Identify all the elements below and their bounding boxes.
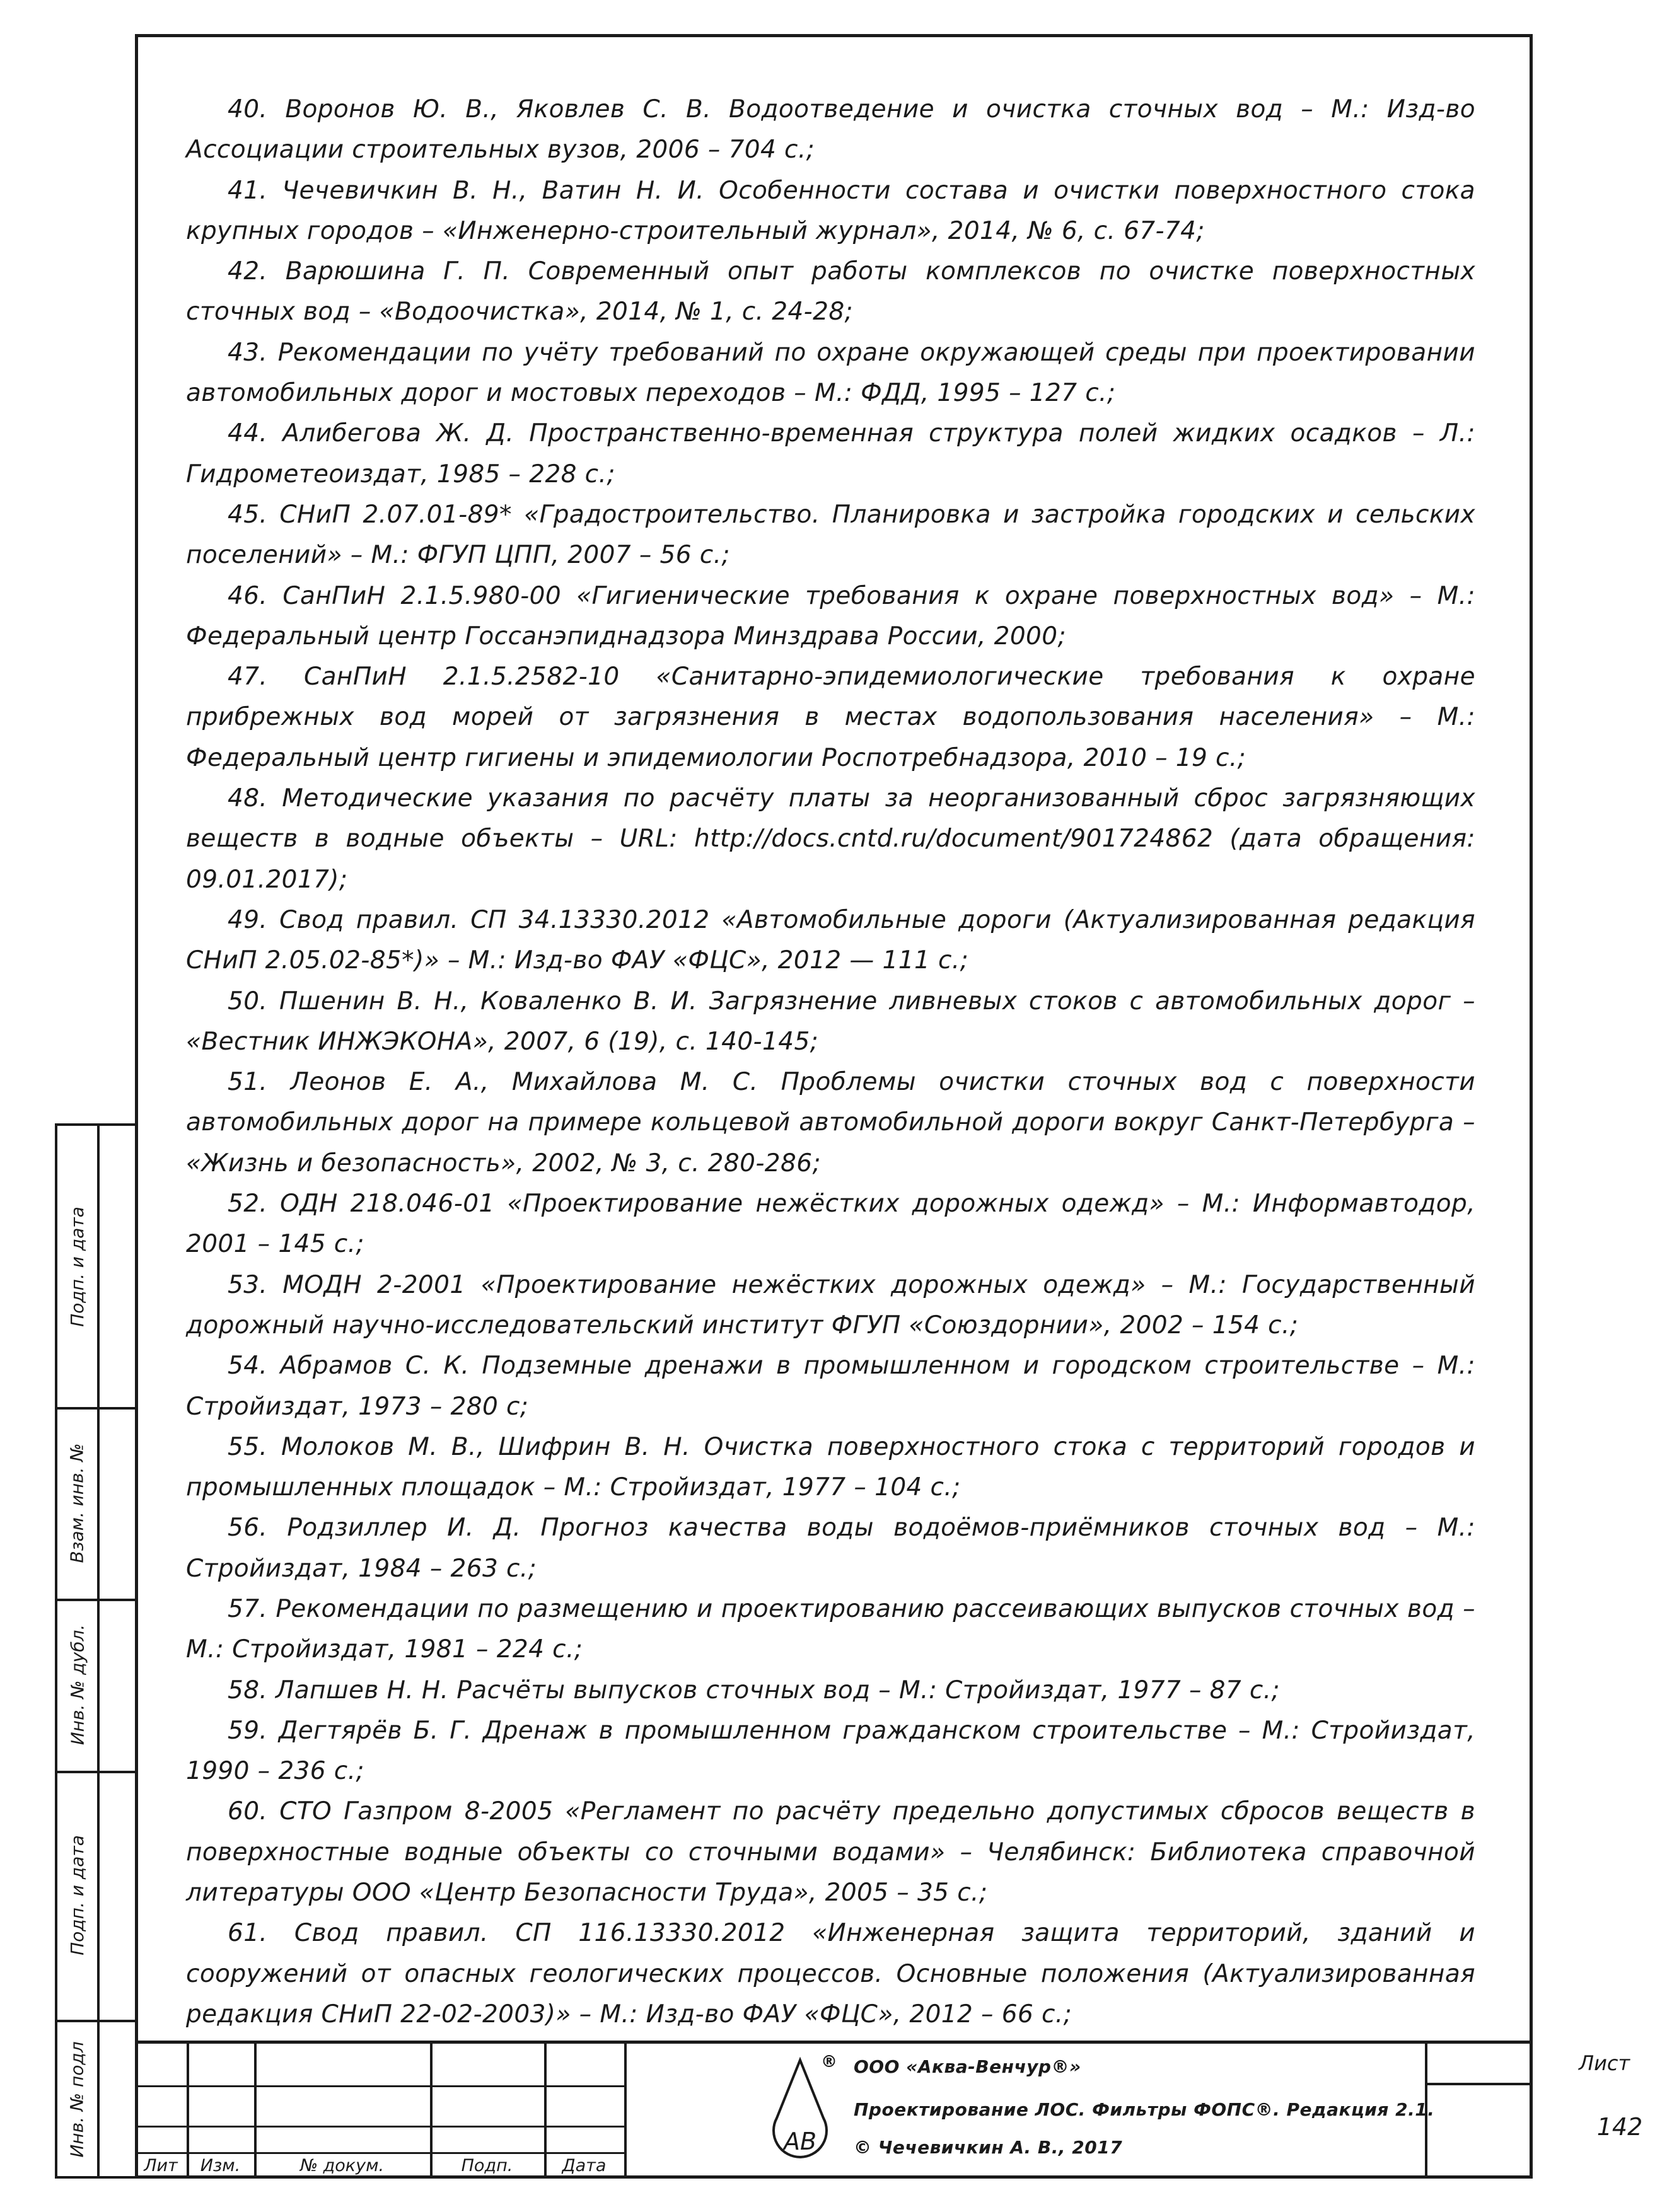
reference-item: 47. СанПиН 2.1.5.2582-10 «Санитарно-эпидемиологические требования к охране прибрежных вод морей от загрязнения в местах водопользования населения» – М.: Федеральный центр гигиены и эпидемиологии Роспотребнадзора, 2010 – 19 с.; (186, 663, 1475, 772)
reference-item: 60. СТО Газпром 8-2005 «Регламент по расчёту предельно допустимых сбросов веществ в поверхностные водные объекты со сточными водами» – Челябинск: Библиотека справочной литературы ООО «Центр Безопасности Труда», 2005 – 35 с.; (186, 1797, 1475, 1908)
reference-item: 45. СНиП 2.07.01-89* «Градостроительство. Планировка и застройка городских и сельских поселений» – М.: ФГУП ЦПП, 2007 – 56 с.; (186, 500, 1475, 570)
side-label-inv-dubl: Инв. № дубл. (67, 1624, 88, 1746)
reference-item: 54. Абрамов С. К. Подземные дренажи в промышленном и городском строительстве – М.: Стройиздат, 1973 – 280 с; (186, 1352, 1475, 1421)
project-title: Проектирование ЛОС. Фильтры ФОПС®. Редакция 2.1. (854, 2099, 1435, 2120)
reference-item: 50. Пшенин В. Н., Коваленко В. И. Загрязнение ливневых стоков с автомобильных дорог – «Вестник ИНЖЭКОНА», 2007, 6 (19), с. 140-145; (186, 987, 1475, 1056)
col-label-date: Дата (562, 2155, 607, 2175)
copyright-line: © Чечевичкин А. В., 2017 (854, 2137, 1123, 2158)
title-block (135, 2041, 1643, 2179)
company-name: ООО «Аква-Венчур®» (854, 2056, 1081, 2077)
side-stamp (55, 1123, 135, 2179)
reference-item: 57. Рекомендации по размещению и проектированию рассеивающих выпусков сточных вод – М.: Стройиздат, 1981 – 224 с.; (186, 1594, 1475, 1664)
reference-item: 42. Варюшина Г. П. Современный опыт работы комплексов по очистке поверхностных сточных вод – «Водоочистка», 2014, № 1, с. 24-28; (186, 257, 1475, 327)
reference-item: 44. Алибегова Ж. Д. Пространственно-временная структура полей жидких осадков – Л.: Гидрометеоиздат, 1985 – 228 с.; (186, 419, 1475, 489)
reference-item: 48. Методические указания по расчёту платы за неорганизованный сброс загрязняющих веществ в водные объекты – URL: http://docs.cntd.ru/document/901724862 (дата обращения: 09.01.2017); (186, 784, 1475, 894)
col-label-podp: Подп. (461, 2155, 513, 2175)
sheet-label: Лист (1579, 2051, 1630, 2075)
col-label-izm: Изм. (200, 2155, 241, 2175)
reference-item: 58. Лапшев Н. Н. Расчёты выпусков сточных вод – М.: Стройиздат, 1977 – 87 с.; (228, 1676, 1281, 1705)
sheet-number: 142 (1596, 2113, 1643, 2141)
side-label-vzam-inv: Взам. инв. № (67, 1442, 88, 1563)
reference-item: 41. Чечевичкин В. Н., Ватин Н. И. Особенности состава и очистки поверхностного стока крупных городов – «Инженерно-строительный журнал», 2014, № 6, с. 67-74; (186, 176, 1475, 245)
reference-item: 46. СанПиН 2.1.5.980-00 «Гигиенические требования к охране поверхностных вод» – М.: Федеральный центр Госсанэпиднадзора Минздрава России, 2000; (186, 581, 1475, 651)
sheet-box-line (1425, 2083, 1533, 2085)
side-stamp-divider (97, 1126, 100, 2176)
reference-item: 56. Родзиллер И. Д. Прогноз качества воды водоёмов-приёмников сточных вод – М.: Стройиздат, 1984 – 263 с.; (186, 1514, 1475, 1583)
reference-item: 52. ОДН 218.046-01 «Проектирование нежёстких дорожных одежд» – М.: Информавтодор, 2001 – 145 с.; (186, 1190, 1475, 1259)
reference-item: 43. Рекомендации по учёту требований по охране окружающей среды при проектировании автомобильных дорог и мостовых переходов – М.: ФДД, 1995 – 127 с.; (186, 338, 1475, 408)
col-label-doc: № докум. (299, 2155, 385, 2175)
side-label-inv-podl: Инв. № подл (67, 2041, 88, 2158)
registered-mark: ® (821, 2053, 837, 2071)
reference-item: 49. Свод правил. СП 34.13330.2012 «Автомобильные дороги (Актуализированная редакция СНиП 2.05.02-85*)» – М.: Изд-во ФАУ «ФЦС», 2012 — 111 с.; (186, 905, 1475, 975)
title-block-col-line (624, 2044, 627, 2179)
side-label-podp-data-2: Подп. и дата (67, 1835, 88, 1955)
title-block-row-line (135, 2126, 627, 2128)
reference-item: 40. Воронов Ю. В., Яковлев С. В. Водоотведение и очистка сточных вод – М.: Изд-во Ассоциации строительных вузов, 2006 – 704 с.; (186, 95, 1475, 165)
reference-item: 53. МОДН 2-2001 «Проектирование нежёстких дорожных одежд» – М.: Государственный дорожный научно-исследовательский институт ФГУП «Союздорнии», 2002 – 154 с.; (186, 1270, 1475, 1340)
company-logo-icon (765, 2055, 835, 2169)
reference-item: 61. Свод правил. СП 116.13330.2012 «Инженерная защита территорий, зданий и сооружений от опасных геологических процессов. Основные положения (Актуализированная редакция СНиП 22-02-2003)» – М.: Изд-во ФАУ «ФЦС», 2012 – 66 с.; (186, 1919, 1475, 2029)
reference-list (186, 90, 1475, 2035)
col-label-lit: Лит (144, 2155, 178, 2175)
reference-item: 55. Молоков М. В., Шифрин В. Н. Очистка поверхностного стока с территорий городов и промышленных площадок – М.: Стройиздат, 1977 – 104 с.; (186, 1432, 1475, 1502)
title-block-row-line (135, 2085, 627, 2087)
reference-item: 51. Леонов Е. А., Михайлова М. С. Проблемы очистки сточных вод с поверхности автомобильных дорог на примере кольцевой автомобильной дороги вокруг Санкт-Петербурга – «Жизнь и безопасность», 2002, № 3, с. 280-286; (186, 1068, 1475, 1178)
logo-letters: АВ (783, 2128, 817, 2155)
side-label-podp-data: Подп. и дата (67, 1206, 88, 1327)
reference-item: 59. Дегтярёв Б. Г. Дренаж в промышленном гражданском строительстве – М.: Стройиздат, 1990 – 236 с.; (186, 1716, 1475, 1786)
